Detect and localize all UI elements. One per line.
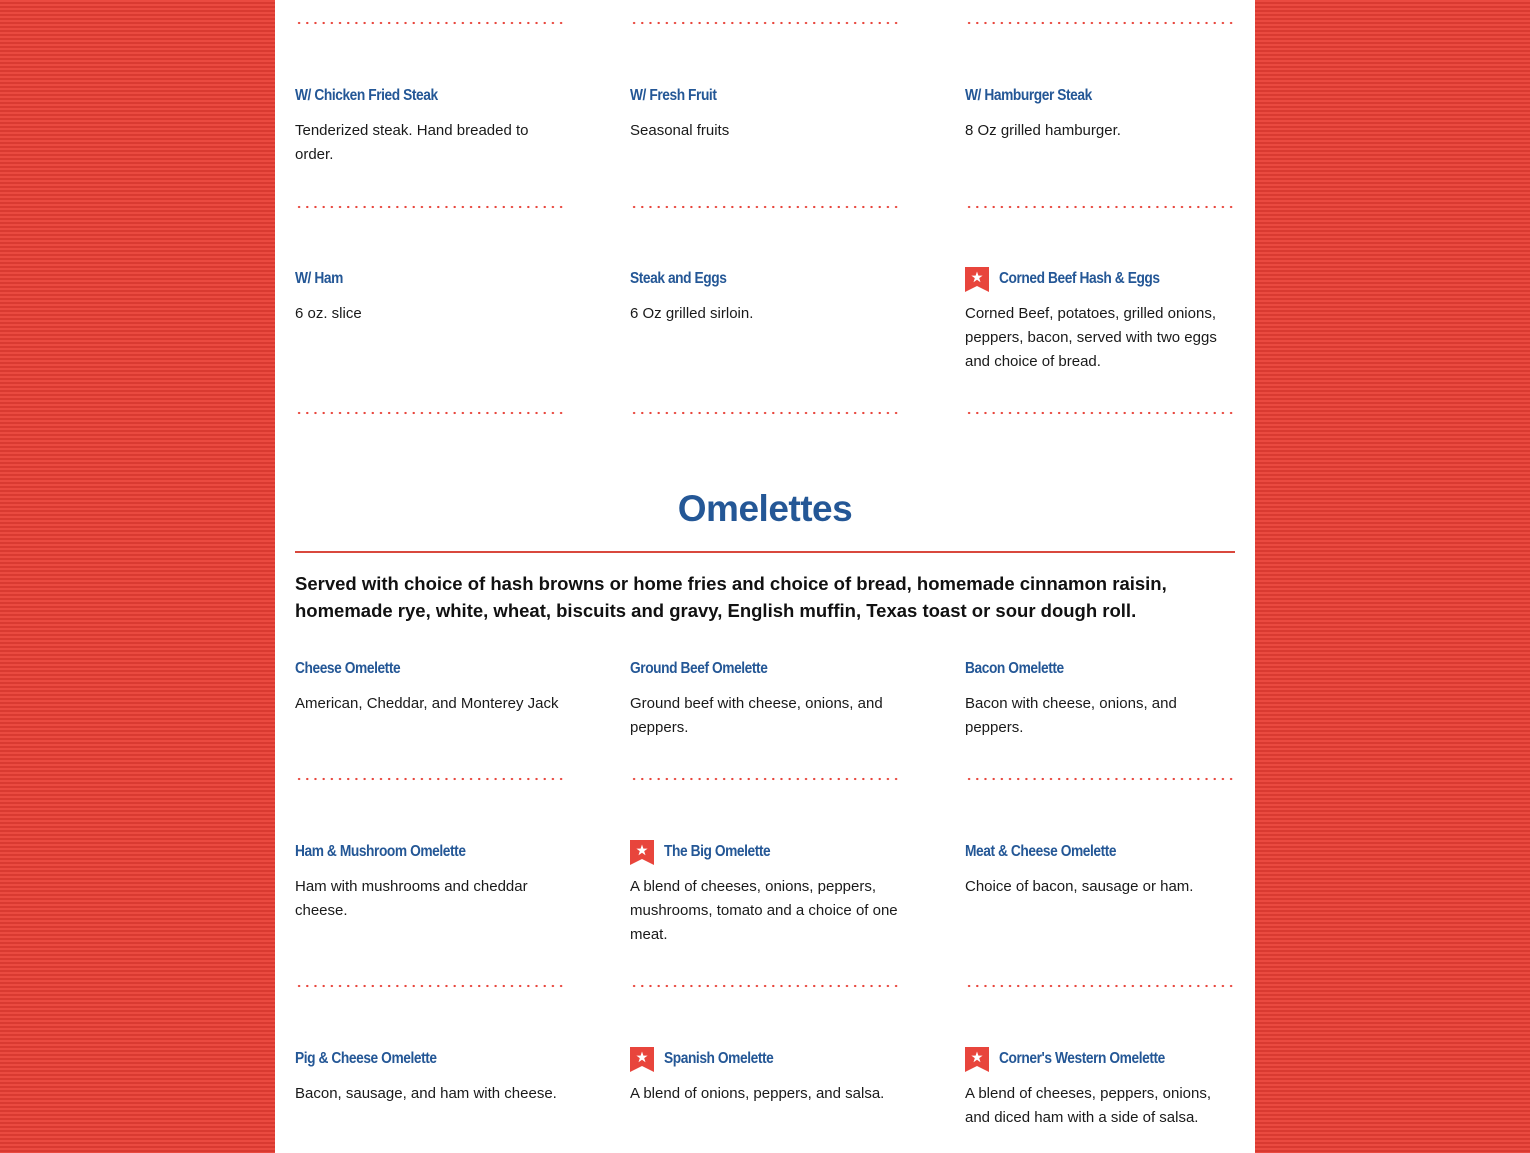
menu-item-title: Ground Beef Omelette (630, 660, 768, 677)
menu-item (965, 839, 1235, 899)
menu-item-title: Bacon Omelette (965, 660, 1064, 677)
menu-item-title: Corned Beef Hash & Eggs (999, 270, 1160, 287)
dotted-divider (965, 984, 1235, 988)
menu-item-description: 6 oz. slice (295, 305, 362, 322)
menu-page (275, 0, 1255, 1153)
menu-item-title: Pig & Cheese Omelette (295, 1050, 437, 1067)
star-bookmark-icon (965, 267, 989, 292)
menu-item (295, 656, 565, 716)
menu-item-description: Tenderized steak. Hand breaded to order. (295, 122, 529, 163)
dotted-divider (295, 777, 565, 781)
menu-item-title-row (965, 1046, 1235, 1072)
menu-item (630, 266, 900, 326)
menu-item (630, 1046, 900, 1106)
section-title: Omelettes (677, 488, 853, 529)
menu-item (630, 83, 900, 143)
menu-item-title: Corner's Western Omelette (999, 1050, 1165, 1067)
dotted-divider (295, 21, 565, 25)
section-intro: Served with choice of hash browns or home fries and choice of bread, homemade cinnamon raisin, homemade rye, white, wheat, biscuits and gravy, English muffin, Texas toast or sour dough roll. (295, 573, 1167, 621)
menu-item (295, 83, 565, 167)
star-bookmark-icon (630, 1047, 654, 1072)
star-bookmark-icon (630, 840, 654, 865)
menu-item (965, 83, 1235, 143)
dotted-divider (295, 411, 565, 415)
dotted-divider (630, 21, 900, 25)
menu-item-title: Steak and Eggs (630, 270, 727, 287)
menu-item (630, 656, 900, 740)
menu-item (295, 266, 565, 326)
menu-item-description: A blend of onions, peppers, and salsa. (630, 1085, 885, 1102)
dotted-divider (630, 984, 900, 988)
menu-item-title: W/ Chicken Fried Steak (295, 87, 438, 104)
dotted-divider (630, 205, 900, 209)
menu-item-title: W/ Ham (295, 270, 343, 287)
menu-item-title: The Big Omelette (664, 843, 771, 860)
menu-item-title-row (965, 266, 1235, 292)
dotted-divider (295, 205, 565, 209)
menu-item-title: W/ Hamburger Steak (965, 87, 1092, 104)
dotted-divider (965, 21, 1235, 25)
menu-item-description: Seasonal fruits (630, 122, 730, 139)
star-bookmark-icon (965, 1047, 989, 1072)
menu-item-description: Choice of bacon, sausage or ham. (965, 878, 1194, 895)
menu-item-description: Corned Beef, potatoes, grilled onions, peppers, bacon, served with two eggs and choice of bread. (965, 305, 1217, 370)
menu-item-title-row (630, 839, 900, 865)
dotted-divider (630, 411, 900, 415)
menu-item-description: Ground beef with cheese, onions, and peppers. (630, 695, 883, 736)
menu-item-title: W/ Fresh Fruit (630, 87, 717, 104)
menu-item-title-row (630, 1046, 900, 1072)
menu-item-title: Ham & Mushroom Omelette (295, 843, 466, 860)
dotted-divider (965, 777, 1235, 781)
menu-item (965, 656, 1235, 740)
menu-item-description: 6 Oz grilled sirloin. (630, 305, 754, 322)
section-divider (295, 551, 1235, 553)
menu-item (965, 1046, 1235, 1130)
menu-item-description: Ham with mushrooms and cheddar cheese. (295, 878, 528, 919)
menu-item-description: 8 Oz grilled hamburger. (965, 122, 1121, 139)
menu-item (630, 839, 900, 947)
menu-item-description: Bacon, sausage, and ham with cheese. (295, 1085, 557, 1102)
menu-item-title: Cheese Omelette (295, 660, 401, 677)
menu-item (295, 839, 565, 923)
dotted-divider (965, 411, 1235, 415)
dotted-divider (965, 205, 1235, 209)
menu-item-description: Bacon with cheese, onions, and peppers. (965, 695, 1177, 736)
menu-item-description: A blend of cheeses, peppers, onions, and diced ham with a side of salsa. (965, 1085, 1212, 1126)
menu-item-description: A blend of cheeses, onions, peppers, mushrooms, tomato and a choice of one meat. (630, 878, 898, 943)
menu-item-title: Meat & Cheese Omelette (965, 843, 1117, 860)
menu-item-title: Spanish Omelette (664, 1050, 774, 1067)
menu-item-description: American, Cheddar, and Monterey Jack (295, 695, 559, 712)
menu-item (965, 266, 1235, 374)
dotted-divider (295, 984, 565, 988)
dotted-divider (630, 777, 900, 781)
menu-item (295, 1046, 565, 1106)
